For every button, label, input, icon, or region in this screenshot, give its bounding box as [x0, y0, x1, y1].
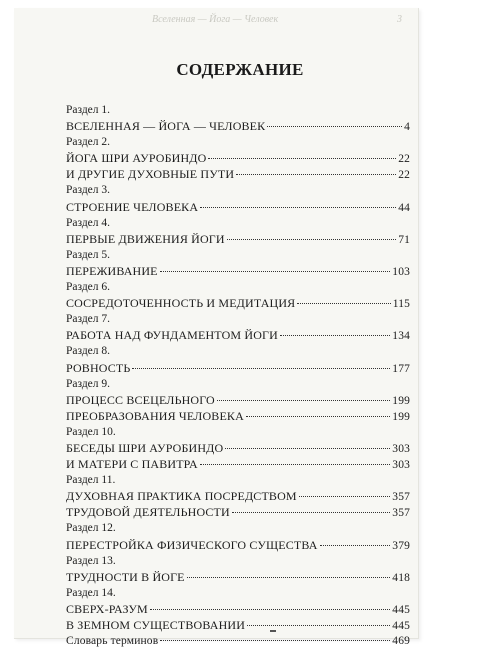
toc-entry-title: ВСЕЛЕННАЯ — ЙОГА — ЧЕЛОВЕК [66, 119, 266, 134]
dot-leader [236, 174, 396, 175]
toc-entry-title: СТРОЕНИЕ ЧЕЛОВЕКА [66, 199, 199, 214]
toc-entry[interactable] [66, 199, 410, 215]
toc-section-label: Раздел 7. [66, 313, 111, 326]
running-header [52, 14, 402, 28]
toc-section-label: Раздел 3. [66, 184, 111, 197]
toc-section-label: Раздел 6. [66, 281, 111, 294]
toc-entry-title: ДУХОВНАЯ ПРАКТИКА ПОСРЕДСТВОМ [66, 489, 297, 504]
toc-entry-title: ПЕРЕЖИВАНИЕ [66, 263, 158, 278]
toc-entry-page: 134 [392, 330, 410, 343]
dot-leader [267, 126, 402, 127]
toc-section-label: Раздел 14. [66, 586, 116, 599]
toc-entry-title: СОСРЕДОТОЧЕННОСТЬ И МЕДИТАЦИЯ [66, 296, 296, 311]
dot-leader [132, 368, 390, 369]
toc-entry[interactable] [66, 569, 410, 585]
toc-entry-page: 445 [392, 620, 410, 632]
toc-entry-title: ЙОГА ШРИ АУРОБИНДО [66, 151, 207, 166]
toc-entry-page: 469 [392, 635, 410, 648]
dot-leader [160, 271, 391, 272]
toc-entry[interactable] [66, 118, 410, 134]
toc-section-label: Раздел 1. [66, 104, 111, 116]
toc-entry-title: ПЕРЕСТРОЙКА ФИЗИЧЕСКОГО СУЩЕСТВА [66, 537, 318, 552]
dot-leader [320, 545, 391, 546]
toc-entry-page: 199 [392, 394, 410, 407]
toc-entry[interactable] [66, 537, 410, 553]
toc-entry-title: И ДРУГИЕ ДУХОВНЫЕ ПУТИ [66, 167, 235, 182]
toc-entry[interactable] [66, 231, 410, 247]
toc-entry-page: 177 [392, 362, 410, 375]
toc-entry-page: 379 [392, 539, 410, 552]
toc-entry-title: В ЗЕМНОМ СУЩЕСТВОВАНИИ [66, 618, 246, 632]
toc-entry-title: ПРОЦЕСС ВСЕЦЕЛЬНОГО [66, 392, 215, 407]
toc-section-label: Раздел 8. [66, 345, 111, 358]
dot-leader [200, 207, 396, 208]
toc-entry[interactable] [66, 488, 410, 504]
toc-section-label: Раздел 13. [66, 554, 116, 567]
toc-entry[interactable] [66, 440, 410, 456]
toc-entry[interactable] [66, 504, 410, 520]
toc-entry-page: 418 [392, 571, 410, 584]
toc-entry-title: ТРУДОВОЙ ДЕЯТЕЛЬНОСТИ [66, 505, 230, 520]
toc-entry[interactable] [66, 295, 410, 311]
table-of-contents [66, 102, 410, 649]
toc-entry[interactable] [66, 360, 410, 376]
page-mark [270, 630, 276, 632]
toc-entry[interactable] [66, 263, 410, 279]
toc-entry[interactable] [66, 408, 410, 424]
toc-entry[interactable] [66, 392, 410, 408]
toc-entry-glossary[interactable] [66, 633, 410, 649]
toc-entry-page: 199 [392, 410, 410, 423]
toc-section-label: Раздел 2. [66, 136, 111, 149]
toc-section-label: Раздел 4. [66, 216, 111, 229]
page-title: СОДЕРЖАНИЕ [176, 60, 304, 79]
toc-entry-title: РАБОТА НАД ФУНДАМЕНТОМ ЙОГИ [66, 328, 278, 343]
toc-entry-title: РОВНОСТЬ [66, 360, 131, 375]
toc-entry-page: 303 [392, 459, 410, 472]
dot-leader [187, 577, 391, 578]
toc-entry-page: 22 [398, 169, 410, 182]
toc-section-label: Раздел 5. [66, 248, 111, 261]
dot-leader [217, 400, 390, 401]
toc-entry-title: ПЕРВЫЕ ДВИЖЕНИЯ ЙОГИ [66, 231, 225, 246]
toc-entry-page: 115 [392, 298, 410, 311]
running-title: Вселенная — Йога — Человек [152, 14, 279, 25]
toc-entry-title: Словарь терминов [66, 635, 159, 648]
dot-leader [246, 416, 390, 417]
dot-leader [299, 496, 391, 497]
toc-section-label: Раздел 9. [66, 377, 111, 390]
toc-entry[interactable] [66, 166, 410, 182]
toc-entry[interactable] [66, 456, 410, 472]
dot-leader [150, 609, 390, 610]
toc-entry-page: 357 [392, 491, 410, 504]
toc-entry-title: ПРЕОБРАЗОВАНИЯ ЧЕЛОВЕКА [66, 408, 244, 423]
dot-leader [225, 448, 390, 449]
toc-entry-page: 357 [392, 507, 410, 520]
dot-leader [280, 335, 390, 336]
toc-entry[interactable] [66, 601, 410, 617]
dot-leader [160, 640, 390, 641]
dot-leader [200, 464, 391, 465]
header-page-number: 3 [397, 14, 402, 25]
toc-section-label: Раздел 10. [66, 425, 116, 438]
toc-entry[interactable] [66, 617, 410, 633]
dot-leader [247, 625, 390, 626]
toc-entry-title: СВЕРХ-РАЗУМ [66, 601, 148, 616]
dot-leader [227, 239, 397, 240]
toc-entry-page: 22 [398, 153, 410, 166]
toc-entry-page: 44 [398, 201, 410, 214]
toc-entry-title: БЕСЕДЫ ШРИ АУРОБИНДО [66, 440, 224, 455]
toc-entry-title: ТРУДНОСТИ В ЙОГЕ [66, 569, 185, 584]
dot-leader [208, 158, 396, 159]
toc-section-label: Раздел 11. [66, 474, 116, 487]
toc-entry-page: 71 [398, 233, 410, 246]
toc-entry[interactable] [66, 327, 410, 343]
toc-entry-page: 445 [392, 603, 410, 616]
toc-entry-page: 103 [392, 265, 410, 278]
toc-entry-page: 303 [392, 442, 410, 455]
toc-section-label: Раздел 12. [66, 522, 116, 535]
dot-leader [232, 512, 390, 513]
toc-entry-title: И МАТЕРИ С ПАВИТРА [66, 457, 198, 472]
toc-entry-page: 4 [404, 121, 410, 134]
toc-entry[interactable] [66, 150, 410, 166]
dot-leader [297, 303, 390, 304]
